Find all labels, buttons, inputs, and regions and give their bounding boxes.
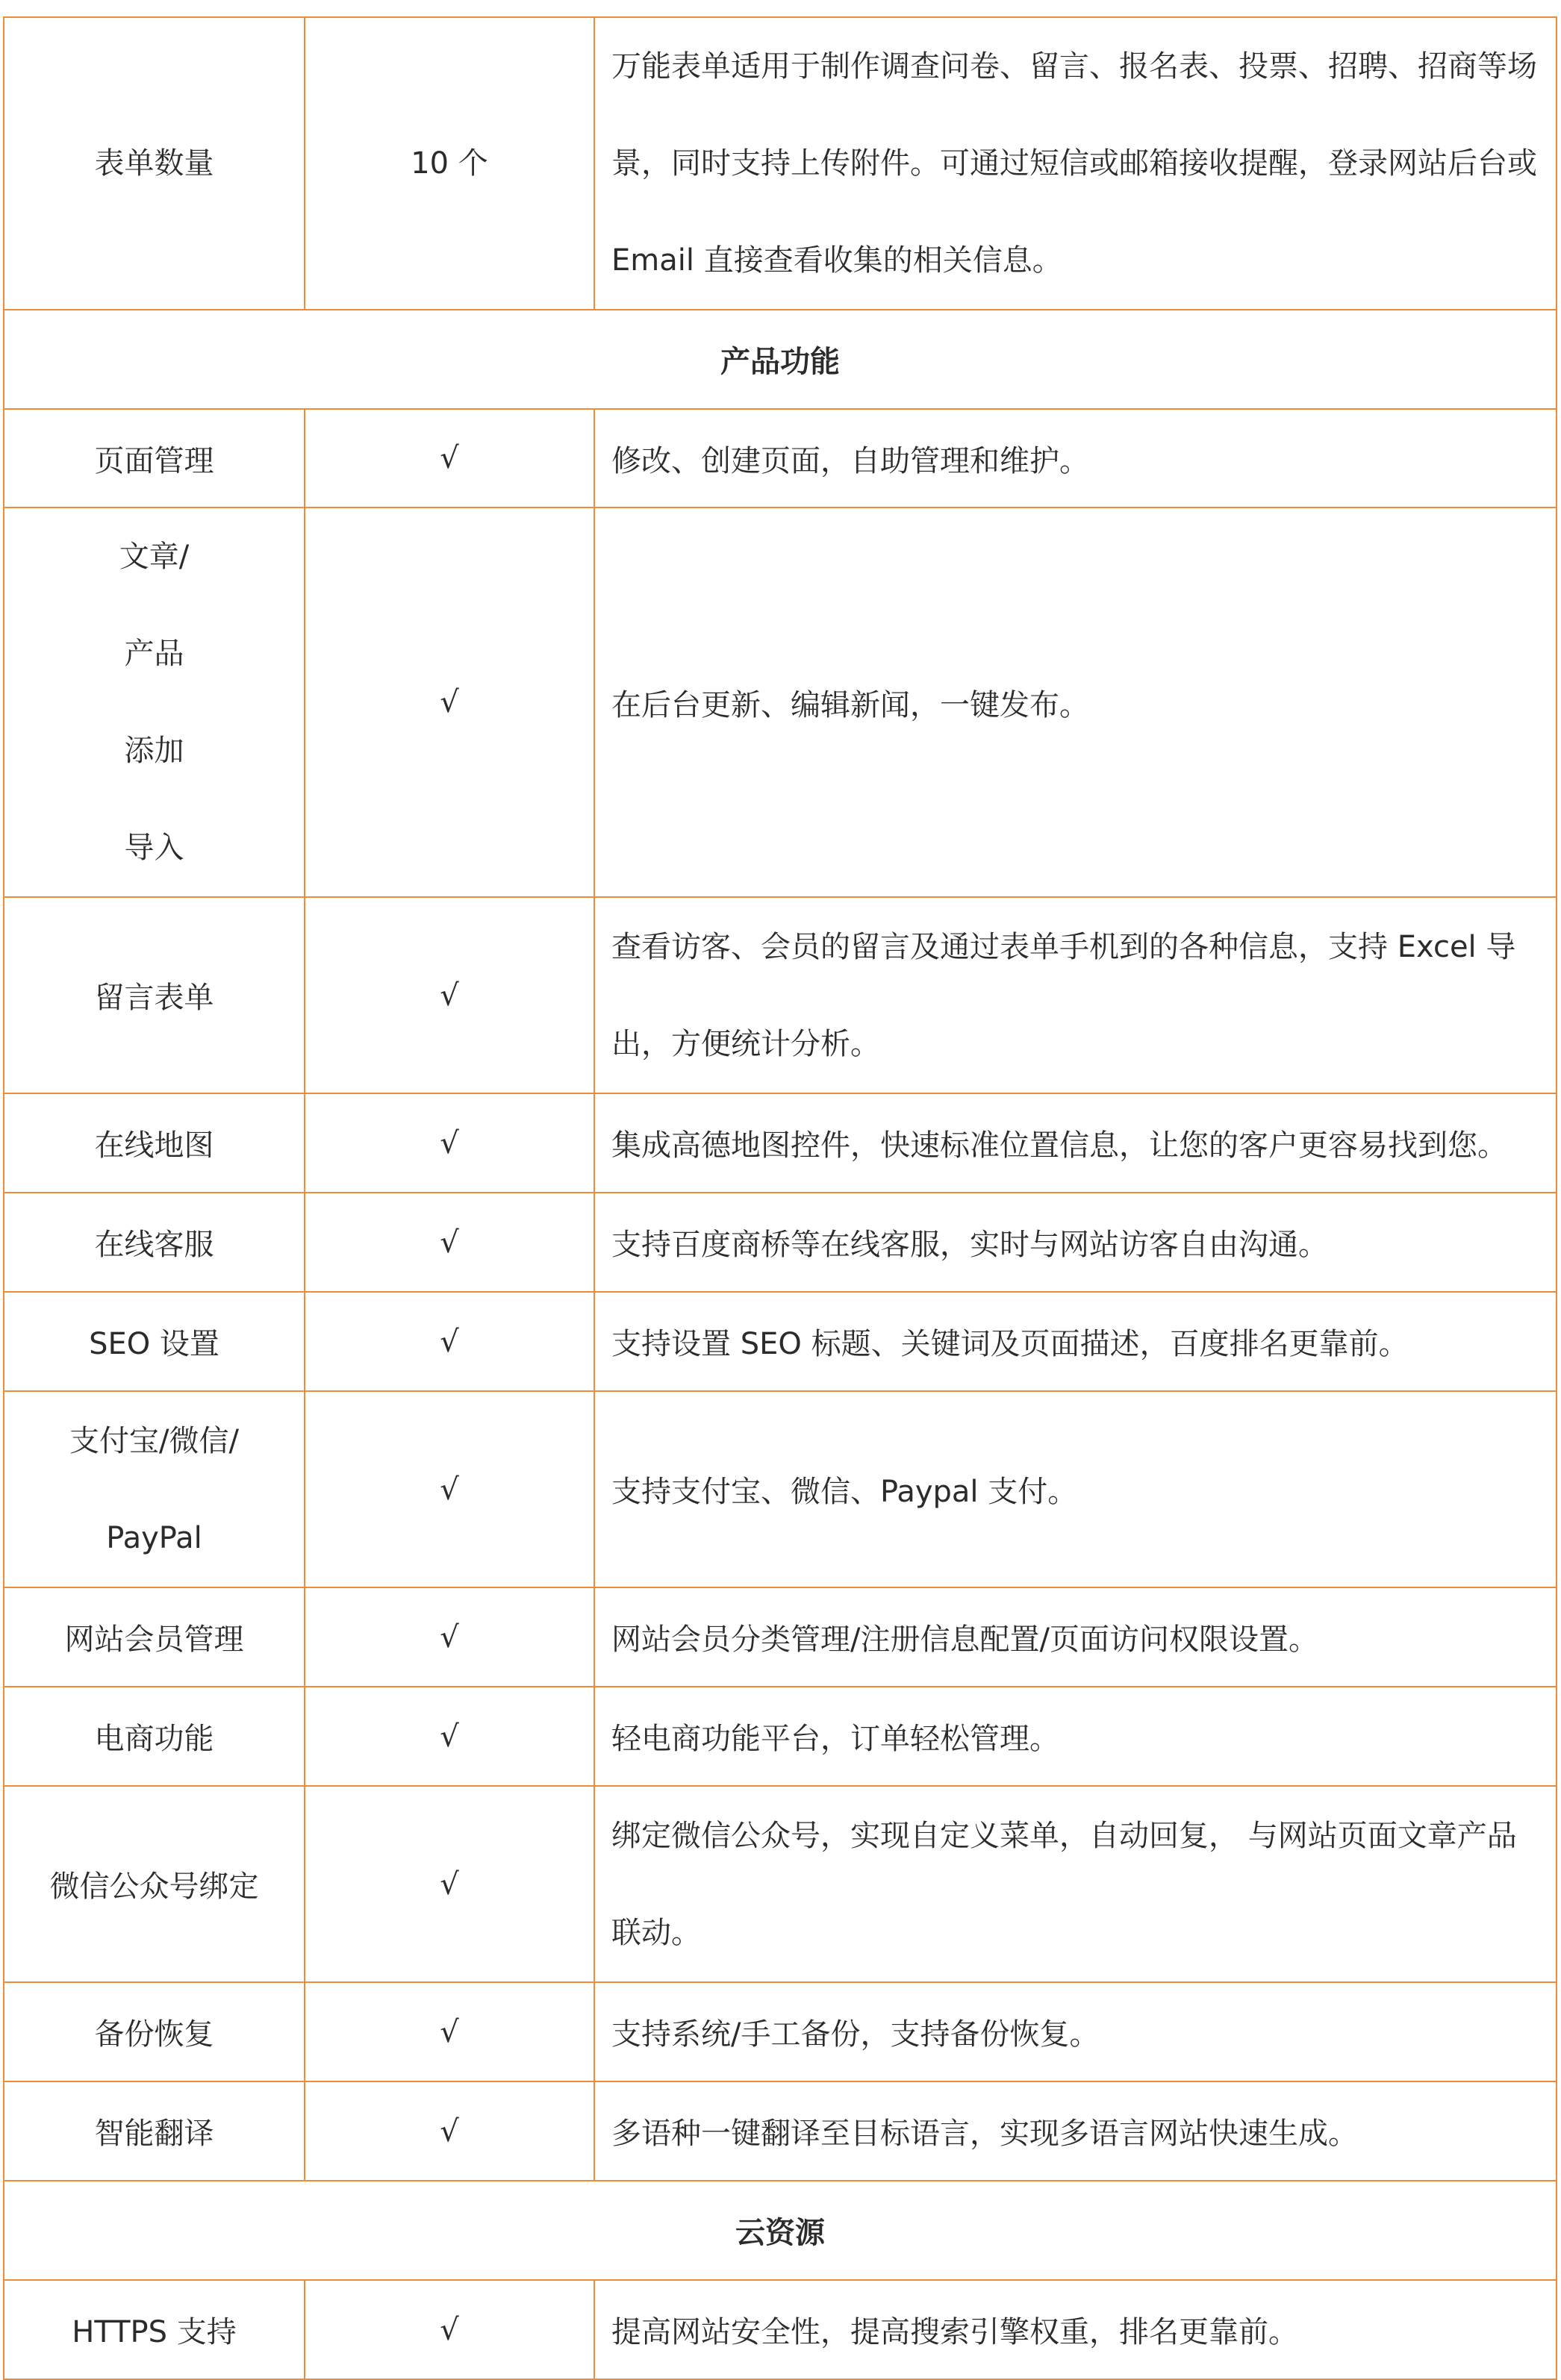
table-row (4, 1292, 1557, 1391)
table-row (4, 1587, 1557, 1687)
feature-description: 提高网站安全性，提高搜索引擎权重，排名更靠前。 (594, 2280, 1557, 2379)
feature-description: 绑定微信公众号，实现自定义菜单，自动回复， 与网站页面文章产品联动。 (611, 1818, 1517, 1950)
feature-description: 在后台更新、编辑新闻，一键发布。 (594, 507, 1557, 897)
feature-description: 支持系统/手工备份，支持备份恢复。 (594, 1982, 1557, 2081)
feature-name: 支付宝/微信/PayPal (69, 1423, 239, 1555)
feature-name: 表单数量 (94, 146, 214, 181)
feature-value: √ (305, 1093, 594, 1193)
feature-name: SEO 设置 (4, 1292, 305, 1391)
feature-description: 支持支付宝、微信、Paypal 支付。 (594, 1391, 1557, 1587)
section-header-cloud-resources: 云资源 (4, 2181, 1557, 2280)
feature-value: √ (305, 897, 594, 1093)
feature-name: 留言表单 (4, 897, 305, 1093)
feature-value: √ (305, 1982, 594, 2081)
feature-value: √ (305, 507, 594, 897)
feature-name-cell (4, 507, 305, 897)
feature-name: 在线客服 (4, 1193, 305, 1292)
feature-name: 微信公众号绑定 (4, 1786, 305, 1982)
table-row (4, 1193, 1557, 1292)
section-header-product-features: 产品功能 (4, 310, 1557, 409)
feature-value: 10 个 (411, 146, 488, 181)
feature-value: √ (305, 1587, 594, 1687)
feature-table (3, 16, 1557, 2380)
feature-value-cell (305, 17, 594, 310)
feature-name: 备份恢复 (4, 1982, 305, 2081)
feature-name: HTTPS 支持 (4, 2280, 305, 2379)
table-row (4, 1687, 1557, 1786)
feature-value: √ (305, 1292, 594, 1391)
feature-description-cell (594, 1786, 1557, 1982)
feature-name-cell (4, 1391, 305, 1587)
feature-name: 在线地图 (4, 1093, 305, 1193)
table-row (4, 1982, 1557, 2081)
table-row (4, 2081, 1557, 2181)
table-row (4, 1093, 1557, 1193)
feature-value: √ (305, 1391, 594, 1587)
table-row (4, 507, 1557, 897)
feature-description: 查看访客、会员的留言及通过表单手机到的各种信息，支持 Excel 导出，方便统计分析。 (611, 929, 1516, 1061)
feature-name: 网站会员管理 (4, 1587, 305, 1687)
feature-description: 支持设置 SEO 标题、关键词及页面描述，百度排名更靠前。 (594, 1292, 1557, 1391)
feature-description: 轻电商功能平台，订单轻松管理。 (594, 1687, 1557, 1786)
feature-description-cell (594, 897, 1557, 1093)
table-row (4, 1786, 1557, 1982)
feature-name: 页面管理 (4, 409, 305, 507)
feature-value: √ (305, 1687, 594, 1786)
feature-description: 支持百度商桥等在线客服，实时与网站访客自由沟通。 (594, 1193, 1557, 1292)
feature-name: 智能翻译 (4, 2081, 305, 2181)
feature-name: 文章/产品添加导入 (119, 540, 190, 865)
feature-description: 修改、创建页面，自助管理和维护。 (594, 409, 1557, 507)
table-row (4, 1391, 1557, 1587)
feature-description: 集成高德地图控件，快速标准位置信息，让您的客户更容易找到您。 (594, 1093, 1557, 1193)
feature-value: √ (305, 1193, 594, 1292)
table-row (4, 409, 1557, 507)
section-row (4, 310, 1557, 409)
feature-name: 电商功能 (4, 1687, 305, 1786)
table-row (4, 17, 1557, 310)
table-row (4, 2280, 1557, 2379)
feature-name-cell (4, 17, 305, 310)
feature-value: √ (305, 1786, 594, 1982)
feature-description: 网站会员分类管理/注册信息配置/页面访问权限设置。 (594, 1587, 1557, 1687)
feature-description-cell (594, 17, 1557, 310)
feature-value: √ (305, 2081, 594, 2181)
feature-value: √ (305, 2280, 594, 2379)
feature-value: √ (305, 409, 594, 507)
table-row (4, 897, 1557, 1093)
feature-description: 多语种一键翻译至目标语言，实现多语言网站快速生成。 (594, 2081, 1557, 2181)
feature-description: 万能表单适用于制作调查问卷、留言、报名表、投票、招聘、招商等场景，同时支持上传附件。可通过短信或邮箱接收提醒，登录网站后台或 Email 直接查看收集的相关信息。 (611, 49, 1537, 278)
